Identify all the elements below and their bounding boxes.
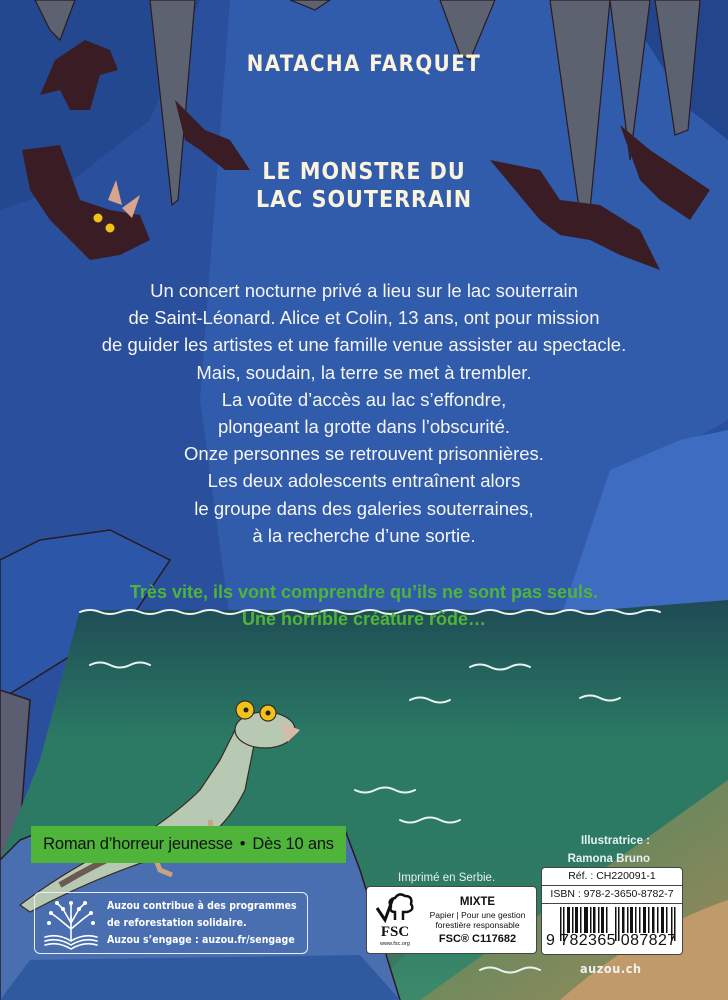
back-cover-blurb — [0, 277, 728, 549]
fsc-tree-check-icon — [371, 890, 419, 926]
blurb-line: La voûte d’accès au lac s’effondre, — [221, 388, 507, 410]
isbn-number: ISBN : 978-2-3650-8782-7 — [542, 886, 682, 904]
genre-label: Roman d’horreur jeunesse — [43, 835, 233, 853]
age-label: Dès 10 ans — [252, 835, 334, 853]
fsc-certification-label — [366, 886, 537, 954]
tree-book-icon — [35, 895, 105, 951]
illustrator-name: Ramona Bruno — [567, 853, 650, 865]
reforestation-line-2: de reforestation solidaire. — [107, 916, 247, 929]
book-title — [0, 158, 728, 214]
teaser-line: Très vite, ils vont comprendre qu’ils ne sont pas seuls. — [129, 582, 599, 602]
fsc-code: FSC® C117682 — [438, 932, 517, 945]
printed-in-label: Imprimé en Serbie. — [398, 872, 496, 884]
blurb-line: Un concert nocturne privé a lieu sur le lac souterrain — [150, 280, 578, 301]
genre-age-banner — [31, 826, 346, 863]
reforestation-text — [107, 898, 297, 949]
blurb-line: de guider les artistes et une famille venue assister au spectacle. — [101, 334, 627, 356]
author-name: NATACHA FARQUET — [246, 52, 482, 77]
barcode-digits: 9 782365 087827 — [546, 932, 677, 949]
fsc-desc-line-1: Papier | Pour une gestion — [429, 909, 526, 920]
isbn-barcode-block — [541, 867, 683, 955]
blurb-line: Les deux adolescents entraînent alors — [207, 470, 521, 492]
reforestation-line-1: Auzou contribue à des programmes — [107, 899, 297, 912]
reforestation-notice — [34, 892, 308, 954]
publisher-website: auzou.ch — [580, 961, 642, 976]
blurb-line: de Saint-Léonard. Alice et Colin, 13 ans, ont pour mission — [128, 307, 600, 329]
fsc-details — [419, 896, 536, 945]
teaser-line: Une horrible créature rôde… — [241, 609, 487, 629]
barcode — [542, 904, 682, 954]
fsc-logo-text: FSC — [380, 924, 410, 940]
illustrator-credit — [568, 832, 650, 868]
blurb-line: plongeant la grotte dans l’obscurité. — [217, 416, 511, 438]
blurb-line: Mais, soudain, la terre se met à trembler. — [196, 361, 532, 383]
reference-number: Réf. : CH220091-1 — [542, 868, 682, 886]
fsc-desc-line-2: forestière responsable — [435, 919, 520, 930]
bullet-separator: • — [239, 835, 246, 853]
fsc-type: MIXTE — [459, 895, 496, 908]
reforestation-link-line: Auzou s’engage : auzou.fr/sengage — [107, 933, 295, 946]
fsc-url: www.fsc.org — [380, 941, 410, 947]
book-title-line-1: LE MONSTRE DU — [262, 159, 466, 185]
illustrator-label: Illustratrice : — [580, 835, 650, 847]
blurb-line: à la recherche d’une sortie. — [252, 524, 476, 546]
blurb-line: le groupe dans des galeries souterraines, — [194, 497, 534, 519]
fsc-logo — [371, 890, 419, 950]
teaser-text — [0, 579, 728, 633]
book-title-line-2: LAC SOUTERRAIN — [255, 187, 473, 213]
blurb-line: Onze personnes se retrouvent prisonnières. — [184, 443, 544, 465]
